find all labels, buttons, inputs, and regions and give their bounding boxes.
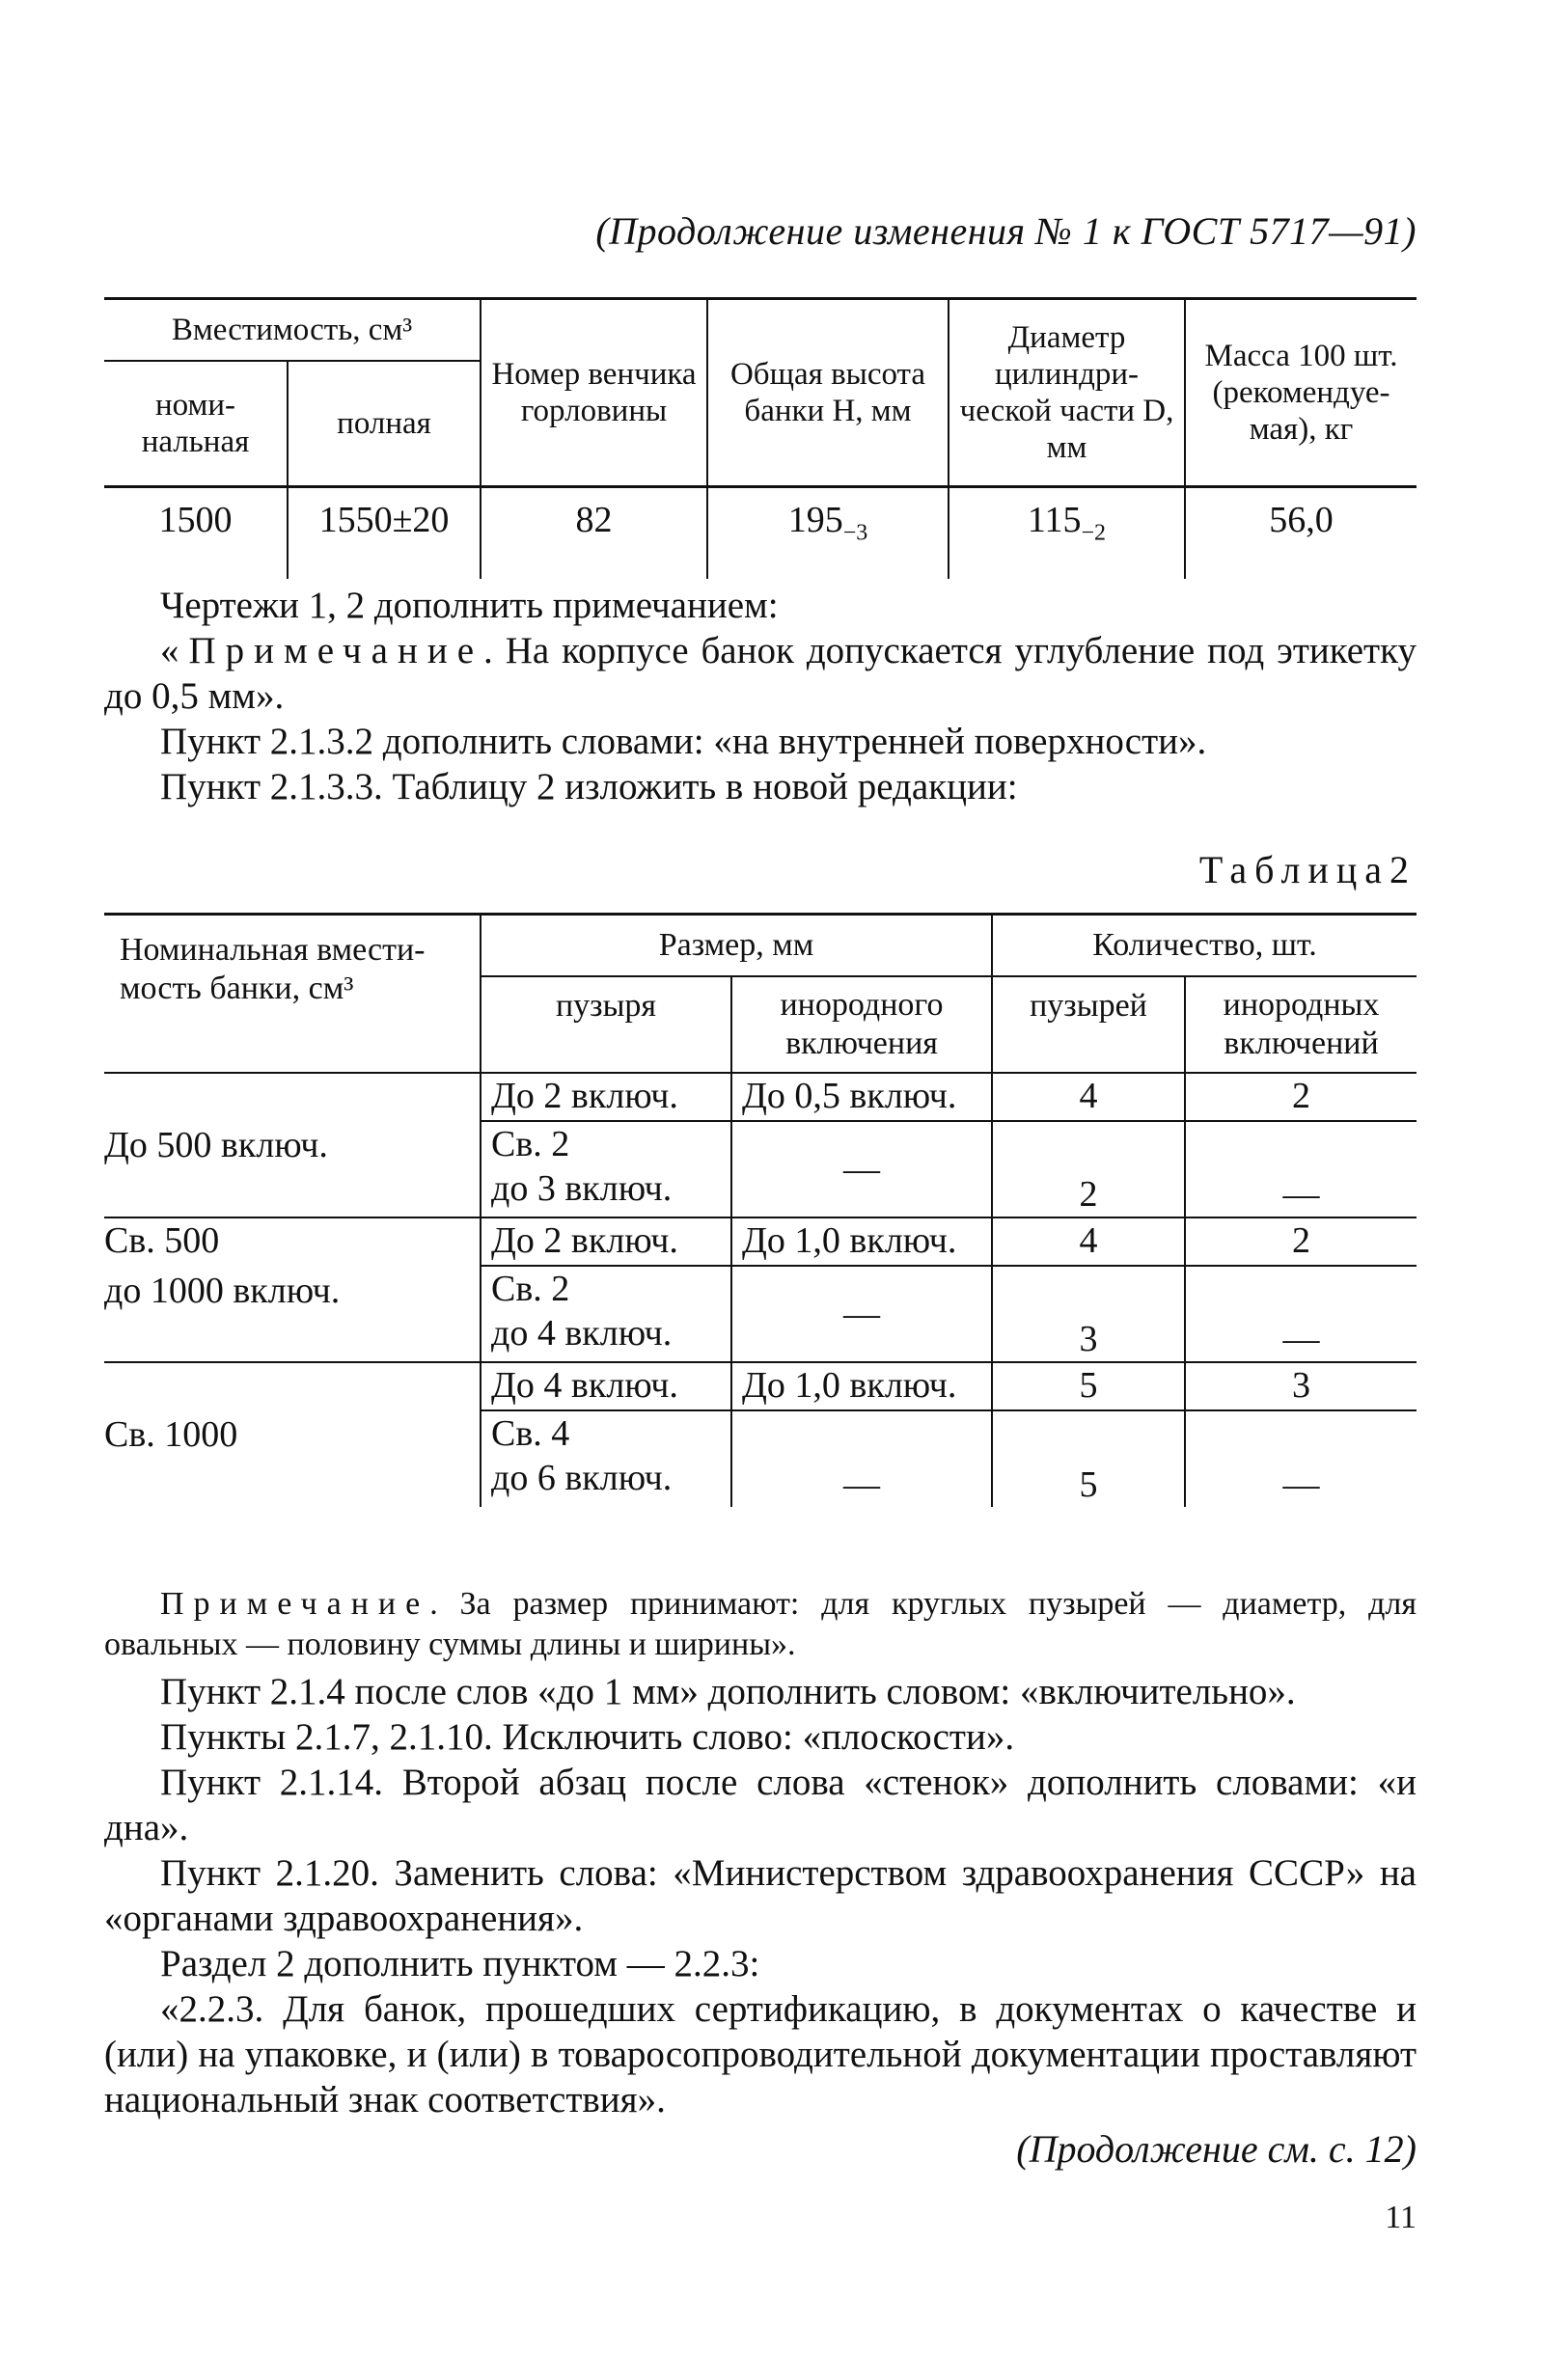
group-label: До 500 включ. (104, 1073, 481, 1217)
table-row (104, 1073, 1417, 1121)
paragraph: Пункты 2.1.7, 2.1.10. Исключить слово: «плоскости». (160, 1716, 1015, 1758)
cell-nominal: 1500 (104, 487, 288, 580)
header-inclusions: инородных включений (1185, 976, 1417, 1073)
body-text-block-1 (104, 583, 1417, 809)
size-bubble (481, 1410, 731, 1507)
size-inclusion: — (731, 1266, 992, 1362)
header-capacity: Вместимость, см³ (104, 299, 481, 362)
table-note (104, 1584, 1417, 1665)
cell-mass: 56,0 (1185, 487, 1417, 580)
size-to: до 4 включ. (491, 1312, 673, 1354)
size-inclusion: До 1,0 включ. (731, 1362, 992, 1410)
note-text: . За размер принимают: для круглых пузырей — диаметр, для овальных — половину суммы длины и ширины». (104, 1586, 1417, 1662)
group-label: Св. 1000 (104, 1414, 238, 1455)
paragraph-note (104, 628, 1417, 719)
size-inclusion: До 0,5 включ. (731, 1073, 992, 1121)
size-to: до 6 включ. (491, 1457, 673, 1498)
header-size: Размер, мм (481, 915, 992, 976)
count-inclusions: — (1185, 1410, 1417, 1507)
note-word: Примечание (160, 1586, 430, 1622)
paragraph: Пункт 2.1.14. Второй абзац после слова «стенок» дополнить словами: «и дна». (104, 1762, 1417, 1848)
size-inclusion: — (731, 1121, 992, 1217)
count-bubbles: 2 (992, 1121, 1185, 1217)
size-from: Св. 4 (491, 1412, 570, 1454)
table-row (104, 1362, 1417, 1410)
body-text-block-2 (104, 1669, 1417, 2122)
paragraph: Чертежи 1, 2 дополнить примечанием: (160, 585, 779, 626)
header-bubbles: пузырей (992, 976, 1185, 1073)
cell-height (707, 487, 949, 580)
dimensions-table (104, 297, 1417, 579)
size-bubble: До 4 включ. (481, 1362, 731, 1410)
count-bubbles: 5 (992, 1362, 1185, 1410)
count-inclusions: 3 (1185, 1362, 1417, 1410)
header-full: полная (288, 361, 481, 487)
header-total-height (707, 299, 949, 487)
header-neck-number: Номер венчика горловины (481, 299, 707, 487)
diameter-value: 115 (1027, 500, 1082, 540)
note-paragraph (104, 1584, 1417, 1665)
paragraph: Пункт 2.1.20. Заменить слова: «Министерством здравоохранения СССР» на «органами здравоохранения». (104, 1852, 1417, 1939)
size-bubble: До 2 включ. (481, 1217, 731, 1266)
paragraph: Пункт 2.1.4 после слов «до 1 мм» дополнить словом: «включительно». (160, 1671, 1296, 1712)
count-inclusions: 2 (1185, 1073, 1417, 1121)
size-bubble (481, 1266, 731, 1362)
size-inclusion: До 1,0 включ. (731, 1217, 992, 1266)
running-title: (Продолжение изменения № 1 к ГОСТ 5717—91) (595, 209, 1417, 253)
group-label-from: Св. 500 (104, 1219, 220, 1261)
header-nominal: номи-нальная (104, 361, 288, 487)
group-label-to: до 1000 включ. (104, 1270, 341, 1311)
paragraph: Раздел 2 дополнить пунктом — 2.2.3: (160, 1943, 760, 1984)
count-bubbles: 4 (992, 1217, 1185, 1266)
count-inclusions: — (1185, 1121, 1417, 1217)
header-count: Количество, шт. (992, 915, 1417, 976)
page-number: 11 (1385, 2200, 1417, 2235)
size-from: Св. 2 (491, 1123, 570, 1164)
continued-note: (Продолжение см. с. 12) (1016, 2127, 1417, 2171)
count-inclusions: 2 (1185, 1217, 1417, 1266)
header-mass: Масса 100 шт. (рекомендуе-мая), кг (1185, 299, 1417, 487)
paragraph: Пункт 2.1.3.2 дополнить словами: «на внутренней поверхности». (160, 721, 1207, 762)
group-label (104, 1217, 481, 1362)
header-nominal-capacity: Номинальная вмести-мость банки, см³ (104, 915, 481, 1073)
cell-full: 1550±20 (288, 487, 481, 580)
size-to: до 3 включ. (491, 1167, 673, 1209)
cell-diameter (949, 487, 1185, 580)
height-tolerance: −3 (842, 520, 868, 546)
count-inclusions: — (1185, 1266, 1417, 1362)
diameter-tolerance: −2 (1081, 520, 1107, 546)
size-from: Св. 2 (491, 1268, 570, 1309)
size-bubble (481, 1121, 731, 1217)
header-inclusion: инородного включения (731, 976, 992, 1073)
paragraph: «2.2.3. Для банок, прошедших сертификацию, в документах о качестве и (или) на упаковке, и (или) в товаросопроводительной документации проставляют национальный знак соответствия». (104, 1988, 1417, 2120)
height-value: 195 (787, 500, 843, 540)
table-row (104, 487, 1417, 580)
table-row (104, 1217, 1417, 1266)
size-bubble: До 2 включ. (481, 1073, 731, 1121)
table-caption: Таблица2 (1198, 848, 1417, 891)
count-bubbles: 3 (992, 1266, 1185, 1362)
header-bubble: пузыря (481, 976, 731, 1073)
paragraph: Пункт 2.1.3.3. Таблицу 2 изложить в новой редакции: (160, 766, 1018, 807)
count-bubbles: 4 (992, 1073, 1185, 1121)
defects-table (104, 913, 1417, 1507)
note-word: «Примечание (160, 630, 484, 671)
cell-neck: 82 (481, 487, 707, 580)
header-total-height-label: Общая высота банки Н, мм (729, 357, 926, 428)
count-bubbles: 5 (992, 1410, 1185, 1507)
size-inclusion: — (731, 1410, 992, 1507)
note-text: . На корпусе банок допускается углубление под этикетку до 0,5 мм». (104, 630, 1417, 717)
header-diameter: Диаметр цилиндри-ческой части D, мм (949, 299, 1185, 487)
